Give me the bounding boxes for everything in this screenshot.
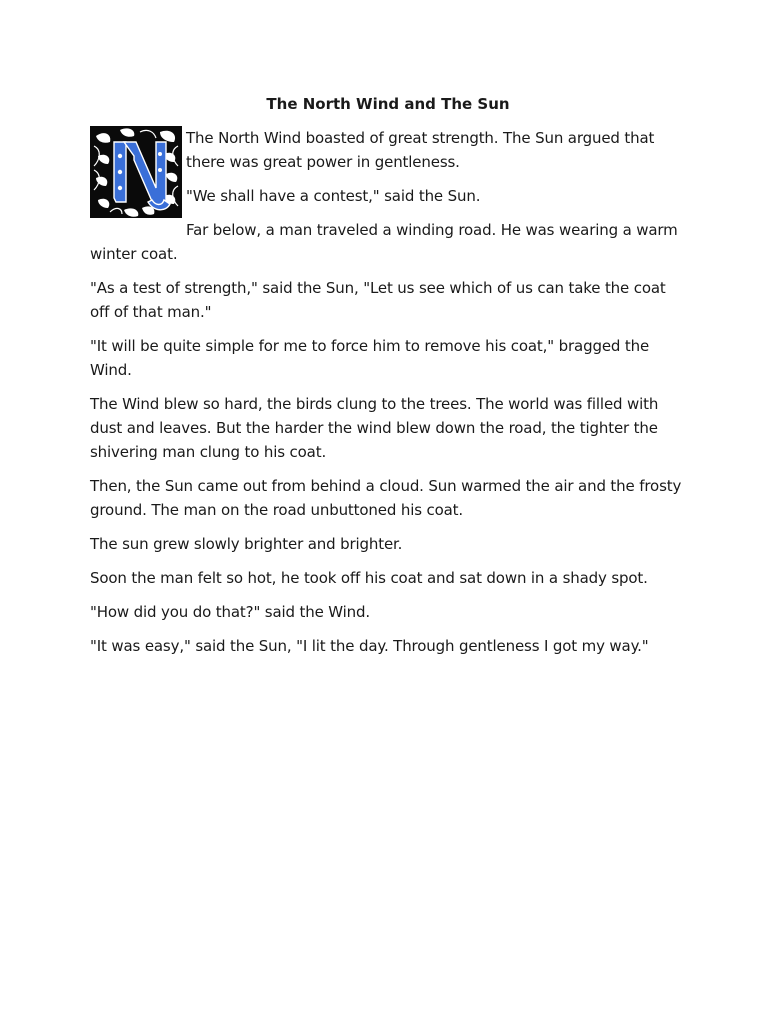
paragraph: "We shall have a contest," said the Sun.	[186, 187, 481, 205]
paragraph: "How did you do that?" said the Wind.	[90, 603, 371, 621]
paragraph: The North Wind boasted of great strength. The Sun argued that there was great power in gentleness.	[186, 129, 655, 171]
paragraph: "As a test of strength," said the Sun, "Let us see which of us can take the coat off of that man."	[90, 279, 666, 321]
drop-cap-n-icon	[90, 126, 182, 218]
paragraph: Soon the man felt so hot, he took off his coat and sat down in a shady spot.	[90, 569, 648, 587]
paragraph: "It was easy," said the Sun, "I lit the day. Through gentleness I got my way."	[90, 637, 649, 655]
paragraph: Then, the Sun came out from behind a cloud. Sun warmed the air and the frosty ground. The man on the road unbuttoned his coat.	[90, 477, 682, 519]
illuminated-drop-cap	[90, 126, 182, 218]
paragraph: "It will be quite simple for me to force him to remove his coat," bragged the Wind.	[90, 337, 650, 379]
paragraph: Far below, a man traveled a winding road. He was wearing a warm winter coat.	[90, 221, 678, 263]
document-page	[90, 92, 686, 668]
paragraph: The sun grew slowly brighter and brighter.	[90, 535, 403, 553]
story-title: The North Wind and The Sun	[266, 95, 510, 113]
paragraph: The Wind blew so hard, the birds clung to the trees. The world was filled with dust and leaves. But the harder the wind blew down the road, the tighter the shivering man clung to his coat.	[90, 395, 659, 461]
